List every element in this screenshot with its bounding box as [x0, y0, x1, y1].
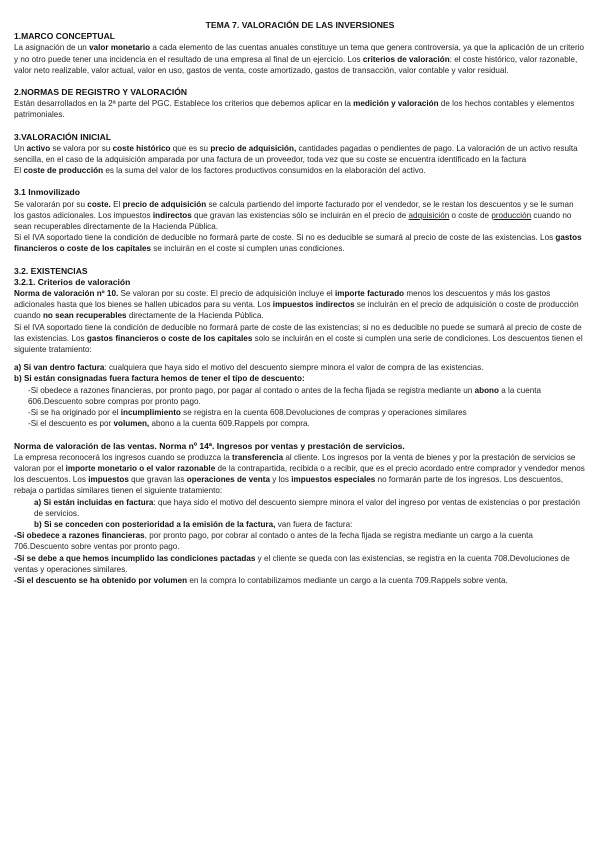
discount-case-a: a) Si van dentro factura: cualquiera que haya sido el motivo del descuento siempre minora el valor de compra de las existencias. [14, 363, 484, 373]
discount-case-b-breach: -Si se ha originado por el incumplimiento se registra en la cuenta 608.Devoluciones de compras y operaciones similares [28, 408, 467, 418]
section-2-heading: 2.NORMAS DE REGISTRO Y VALORACIÓN [14, 87, 188, 98]
section-3-2-1-subheading: 3.2.1. Criterios de valoración [14, 276, 131, 287]
section-3-heading: 3.VALORACIÓN INICIAL [14, 131, 112, 142]
sales-case-b-breach: -Si se debe a que hemos incumplido las condiciones pactadas y el cliente se queda con las existencias, se registra en la cuenta 708.Devoluciones de ventas y operaciones similares. [14, 553, 570, 574]
section-3-paragraph-1: Un activo se valora por su coste histórico que es su precio de adquisición, cantidades pagadas o pendientes de pago. La valoración de un activo resulta sencilla, en el caso de la adquisición amparada por una factura de un proveedor, toda vez que su coste se encuentra identificado en la factura [14, 143, 578, 165]
discount-case-b-volume: -Si el descuento es por volumen, abono a la cuenta 609.Rappels por compra. [28, 419, 310, 429]
sales-case-b-volume: -Si el descuento se ha obtenido por volumen en la compra lo contabilizamos mediante un cargo a la cuenta 709.Rappels sobre venta. [14, 575, 508, 585]
sales-case-b-financial: -Si obedece a razones financieras, por pronto pago, por cobrar al contado o antes de la fecha fijada se registra mediante un cargo a la cuenta 706.Descuento sobre ventas por pronto pago. [14, 531, 533, 552]
section-3-1-paragraph-1: Se valorarán por su coste. El precio de adquisición se calcula partiendo del importe facturado por el vendedor, se le restan los descuentos y se le suman los gastos adicionales. Los impuestos indirectos que gravan las existencias sólo se incluirán en el precio de adquisición o coste de producción cuando no sean recuperables directamente de la Hacienda Pública. [14, 199, 574, 232]
section-3-2-heading: 3.2. EXISTENCIAS [14, 265, 88, 276]
section-3-1-paragraph-2: Si el IVA soportado tiene la condición de deducible no formará parte de coste. Si no es deducible se sumará al precio de coste de las existencias. Los gastos financieros o coste de los capitales se incluirán en el coste si cumplen unas condiciones. [14, 233, 582, 254]
section-3-2-paragraph-1: Norma de valoración nº 10. Se valoran por su coste. El precio de adquisición incluye el importe facturado menos los descuentos y más los gastos adicionales hasta que los bienes se hallen ubicados para su venta. Los impuestos indirectos se incluirán en el precio de adquisición o coste de producción cuando no sean recuperables directamente de la Hacienda Pública. [14, 289, 579, 321]
discount-case-b: b) Si están consignadas fuera factura hemos de tener el tipo de descuento: [14, 374, 305, 384]
section-1-paragraph: La asignación de un valor monetario a cada elemento de las cuentas anuales constituye un tema que genera controversia, ya que la aplicación de un criterio y no otro puede tener una incidencia en el resultado de una empresa al final de un ejercicio. Los criterios de valoración: el coste histórico, valor razonable, valor neto realizable, valor actual, valor en uso, gastos de venta, coste amortizado, gastos de transacción, valor contable y valor residual. [14, 43, 585, 75]
section-3-2-paragraph-2: Si el IVA soportado tiene la condición de deducible no formará parte de coste de las existencias; si no es deducible no puede se sumará al precio de coste de las existencias. Los gastos financieros o coste de los capitales solo se incluirán en el coste si cumplen una serie de condiciones. Los descuentos tienen el siguiente tratamiento: [14, 322, 583, 355]
sales-norm-paragraph: La empresa reconocerá los ingresos cuando se produzca la transferencia al cliente. Los ingresos por la venta de bienes y por la prestación de servicios se valoran por el importe monetario o el valor razonable de la contrapartida, recibida o a recibir, que es el precio acordado entre comprador y vendedor menos los descuentos. Los impuestos que gravan las operaciones de venta y los impuestos especiales no formarán parte de los ingresos. Los descuentos, rebaja o partidas similares tienen el siguiente tratamiento: [14, 452, 585, 496]
document-title: TEMA 7. VALORACIÓN DE LAS INVERSIONES [205, 20, 395, 30]
sales-case-a: a) Si están incluidas en factura: que haya sido el motivo del descuento siempre minora el valor del ingreso por ventas de existencias o por prestación de servicios. [34, 497, 581, 518]
section-3-1-heading: 3.1 Inmovilizado [14, 187, 80, 198]
section-3-paragraph-2: El coste de producción es la suma del valor de los factores productivos consumidos en la elaboración del activo. [14, 166, 426, 176]
sales-norm-heading: Norma de valoración de las ventas. Norma nº 14ª. Ingresos por ventas y prestación de servicios. [14, 440, 405, 451]
section-1-heading: 1.MARCO CONCEPTUAL [14, 31, 115, 42]
discount-case-b-financial: -Si obedece a razones financieras, por pronto pago, por pagar al contado o antes de la fecha fijada se registra mediante un abono a la cuenta 606.Descuento sobre compras por pronto pago. [28, 385, 542, 406]
sales-case-b: b) Si se conceden con posterioridad a la emisión de la factura, van fuera de factura: [34, 519, 353, 529]
section-2-paragraph: Están desarrollados en la 2ª parte del PGC. Establece los criterios que debemos aplicar en la medición y valoración de los hechos contables y elementos patrimoniales. [14, 99, 575, 120]
